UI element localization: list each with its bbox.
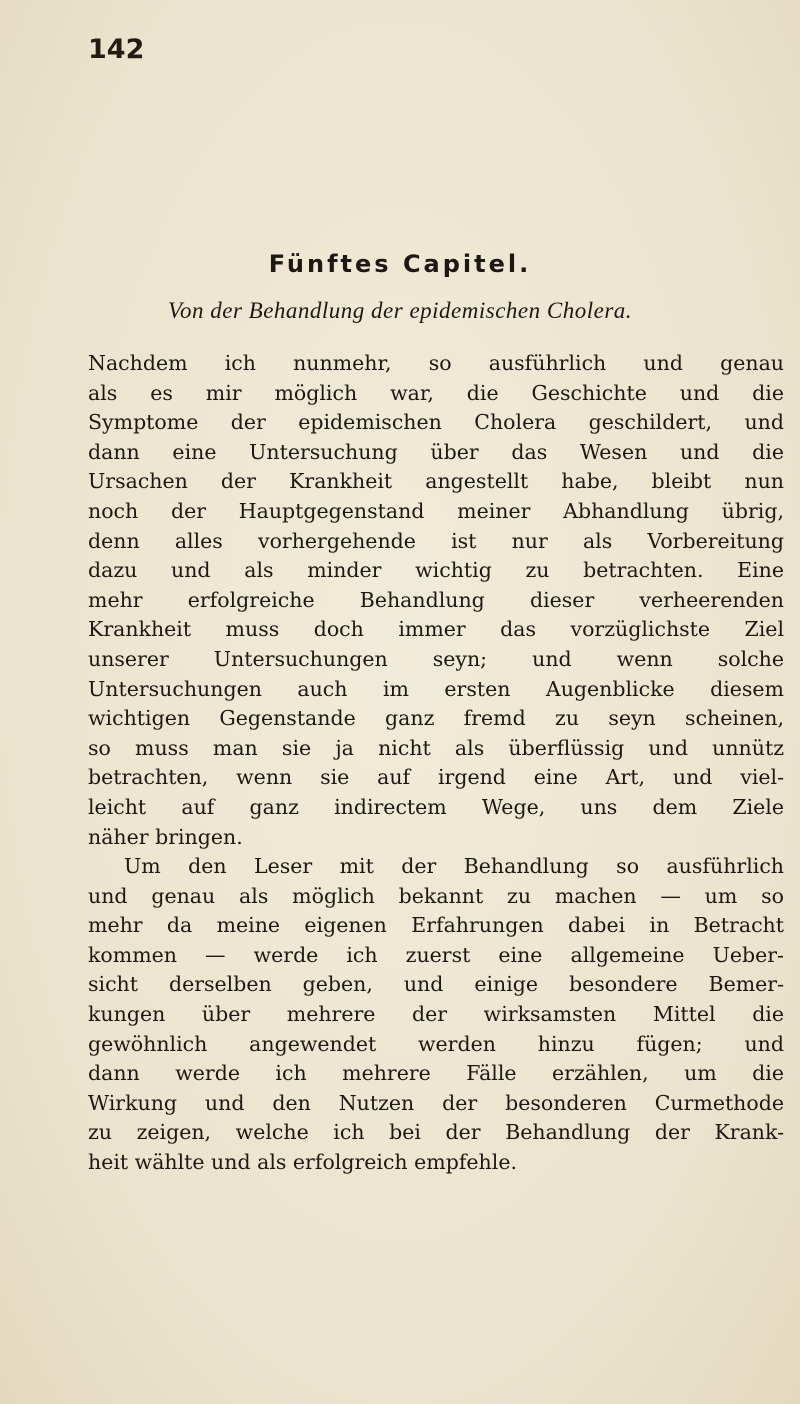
text-line: unserer Untersuchungen seyn; und wenn solche	[88, 646, 784, 671]
text-line: kungen über mehrere der wirksamsten Mittel die	[88, 1002, 784, 1027]
text-line: Wirkung und den Nutzen der besonderen Curmethode	[88, 1090, 784, 1115]
text-line: kommen — werde ich zuerst eine allgemeine Ueber-	[88, 942, 784, 967]
text-line: zu zeigen, welche ich bei der Behandlung der Krank-	[88, 1120, 784, 1145]
text-line: Symptome der epidemischen Cholera geschildert, und	[88, 410, 784, 435]
text-line: mehr da meine eigenen Erfahrungen dabei in Betracht	[88, 913, 784, 938]
text-line: denn alles vorhergehende ist nur als Vorbereitung	[88, 528, 784, 553]
text-line: mehr erfolgreiche Behandlung dieser verheerenden	[88, 587, 784, 612]
text-line: Untersuchungen auch im ersten Augenblicke diesem	[88, 676, 784, 701]
chapter-subtitle: Von der Behandlung der epidemischen Cholera.	[167, 298, 633, 323]
chapter-title: Fünftes Capitel.	[268, 250, 532, 278]
text-line: dann eine Untersuchung über das Wesen und die	[88, 439, 784, 464]
text-line: gewöhnlich angewendet werden hinzu fügen; und	[88, 1031, 784, 1056]
text-line: dazu und als minder wichtig zu betrachten. Eine	[88, 558, 784, 583]
text-line: heit wählte und als erfolgreich empfehle.	[88, 1150, 517, 1175]
text-line: und genau als möglich bekannt zu machen — um so	[88, 883, 784, 908]
page-number: 142	[88, 34, 145, 65]
text-line: als es mir möglich war, die Geschichte und die	[88, 380, 784, 405]
text-line: leicht auf ganz indirectem Wege, uns dem Ziele	[88, 794, 784, 819]
text-line: Krankheit muss doch immer das vorzüglichste Ziel	[88, 617, 784, 642]
text-line: Um den Leser mit der Behandlung so ausführlich	[124, 854, 784, 879]
text-line: dann werde ich mehrere Fälle erzählen, um die	[88, 1061, 784, 1086]
text-line: sicht derselben geben, und einige besondere Bemer-	[88, 972, 784, 997]
text-line: Nachdem ich nunmehr, so ausführlich und genau	[88, 351, 784, 375]
text-line: näher bringen.	[88, 824, 243, 849]
text-line: betrachten, wenn sie auf irgend eine Art, und viel-	[88, 765, 784, 790]
text-line: so muss man sie ja nicht als überflüssig und unnütz	[88, 735, 784, 760]
text-line: wichtigen Gegenstande ganz fremd zu seyn scheinen,	[88, 706, 784, 731]
text-line: noch der Hauptgegenstand meiner Abhandlung übrig,	[88, 498, 784, 523]
text-line: Ursachen der Krankheit angestellt habe, bleibt nun	[88, 469, 784, 494]
body-text	[88, 349, 784, 1178]
